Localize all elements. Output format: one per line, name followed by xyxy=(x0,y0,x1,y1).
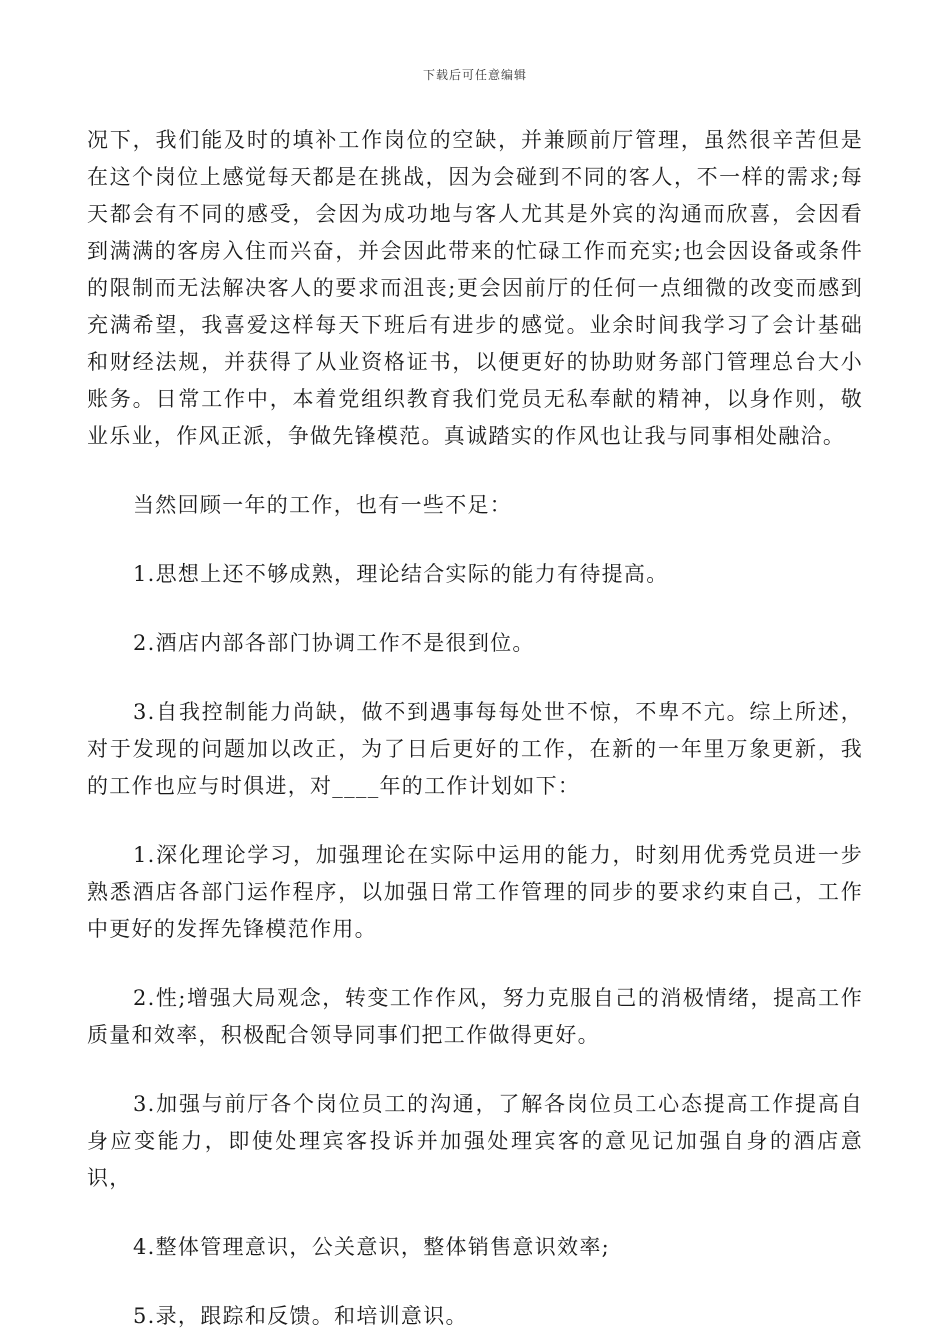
document-body xyxy=(87,122,863,1335)
plan-item-5: 5.录，跟踪和反馈。和培训意识。 xyxy=(133,1304,468,1328)
page-header: 下载后可任意编辑 xyxy=(422,68,527,82)
shortcoming-item-1: 1.思想上还不够成熟，理论结合实际的能力有待提高。 xyxy=(133,562,669,586)
plan-item-3: 3.加强与前厅各个岗位员工的沟通，了解各岗位员工心态提高工作提高自身应变能力，即使处理宾客投诉并加强处理宾客的意见记加强自身的酒店意识， xyxy=(87,1092,863,1190)
plan-item-4: 4.整体管理意识，公关意识，整体销售意识效率; xyxy=(133,1235,611,1259)
paragraph-shortcomings-intro: 当然回顾一年的工作，也有一些不足： xyxy=(133,493,513,517)
shortcoming-item-3: 3.自我控制能力尚缺，做不到遇事每每处世不惊，不卑不亢。综上所述，对于发现的问题加以改正，为了日后更好的工作，在新的一年里万象更新，我的工作也应与时俱进，对____年的工作计划如下： xyxy=(87,700,863,798)
shortcoming-item-2: 2.酒店内部各部门协调工作不是很到位。 xyxy=(133,631,535,655)
plan-item-2: 2.性;增强大局观念，转变工作作风，努力克服自己的消极情绪，提高工作质量和效率，积极配合领导同事们把工作做得更好。 xyxy=(87,986,863,1047)
paragraph-continuation: 况下，我们能及时的填补工作岗位的空缺，并兼顾前厅管理，虽然很辛苦但是在这个岗位上感觉每天都是在挑战，因为会碰到不同的客人，不一样的需求;每天都会有不同的感受，会因为成功地与客人尤其是外宾的沟通而欣喜，会因看到满满的客房入住而兴奋，并会因此带来的忙碌工作而充实;也会因设备或条件的限制而无法解决客人的要求而沮丧;更会因前厅的任何一点细微的改变而感到充满希望，我喜爱这样每天下班后有进步的感觉。业余时间我学习了会计基础和财经法规，并获得了从业资格证书，以便更好的协助财务部门管理总台大小账务。日常工作中，本着党组织教育我们党员无私奉献的精神，以身作则，敬业乐业，作风正派，争做先锋模范。真诚踏实的作风也让我与同事相处融洽。 xyxy=(87,128,863,448)
plan-item-1: 1.深化理论学习，加强理论在实际中运用的能力，时刻用优秀党员进一步熟悉酒店各部门运作程序，以加强日常工作管理的同步的要求约束自己，工作中更好的发挥先锋模范作用。 xyxy=(87,843,863,941)
